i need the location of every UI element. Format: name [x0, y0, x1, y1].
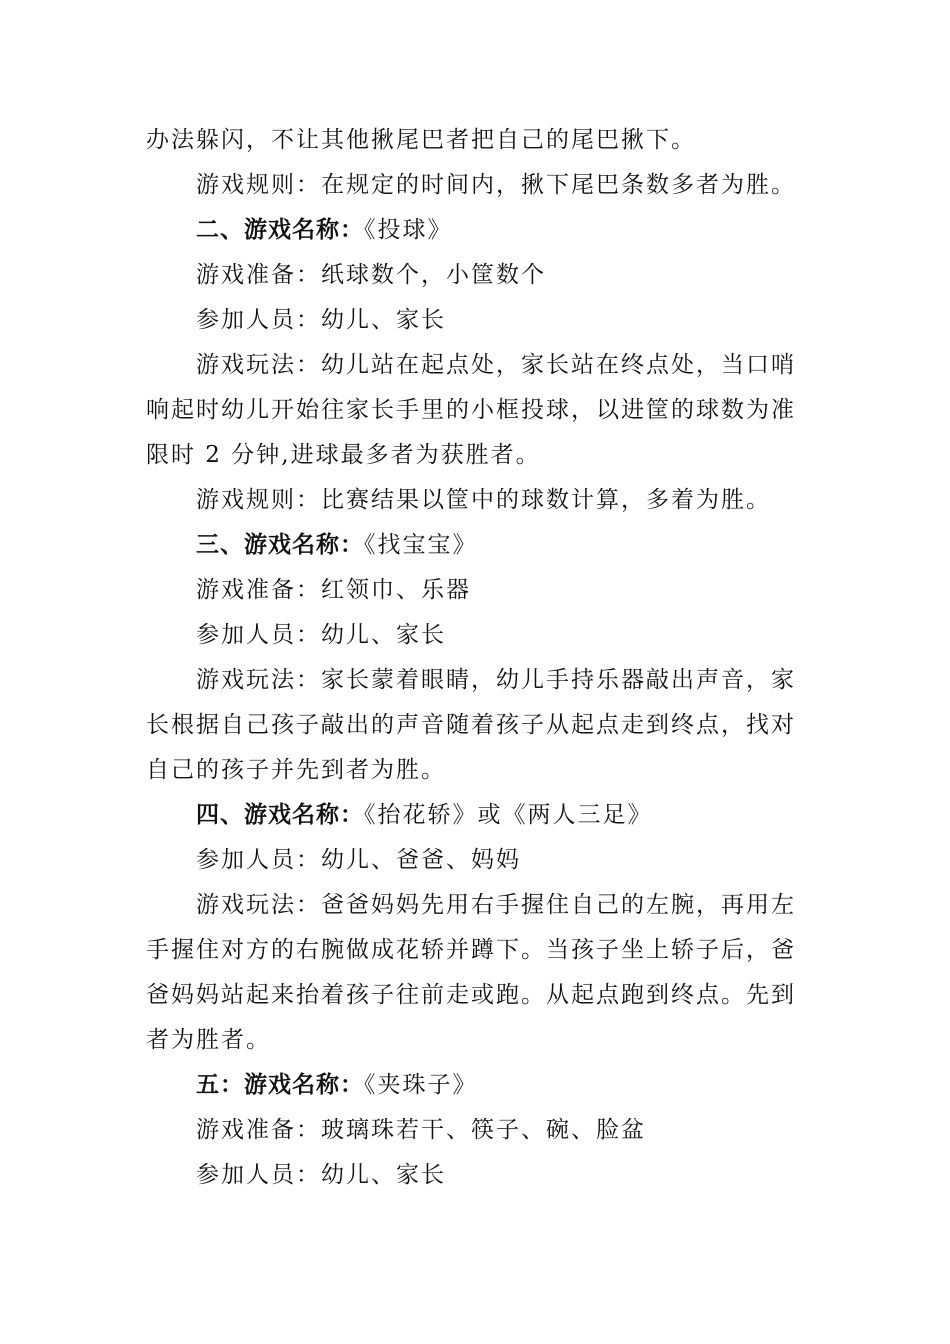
section-heading — [146, 523, 810, 568]
prep-line: 游戏准备：玻璃珠若干、筷子、碗、脸盆 — [196, 1117, 646, 1143]
section-heading — [146, 793, 810, 838]
game-title: 《找宝宝》 — [364, 532, 478, 558]
participants-line: 参加人员：幼儿、家长 — [196, 1162, 446, 1188]
document-body — [146, 118, 810, 1198]
paragraph-line: 响起时幼儿开始往家长手里的小框投球，以进筐的球数为准 — [146, 397, 796, 423]
section-heading-label: 四、游戏名称： — [196, 802, 364, 828]
rule-line: 游戏规则：比赛结果以筐中的球数计算，多着为胜。 — [196, 487, 771, 513]
game-title: 《夹珠子》 — [364, 1072, 478, 1098]
paragraph-line: 自己的孩子并先到者为胜。 — [146, 757, 446, 783]
participants-line: 参加人员：幼儿、家长 — [196, 307, 446, 333]
rule-line: 游戏规则：在规定的时间内，揪下尾巴条数多者为胜。 — [196, 172, 796, 198]
paragraph-line: 手握住对方的右腕做成花轿并蹲下。当孩子坐上轿子后，爸 — [146, 937, 796, 963]
participants-line: 参加人员：幼儿、爸爸、妈妈 — [196, 847, 521, 873]
game-title: 《抬花轿》或《两人三足》 — [364, 802, 653, 828]
game-title: 《投球》 — [364, 217, 453, 243]
prep-line: 游戏准备：纸球数个，小筐数个 — [196, 262, 546, 288]
paragraph-line: 爸妈妈站起来抬着孩子往前走或跑。从起点跑到终点。先到 — [146, 982, 796, 1008]
paragraph-line: 者为胜者。 — [146, 1027, 271, 1053]
section-heading — [146, 208, 810, 253]
section-heading — [146, 1063, 810, 1108]
section-heading-label: 二、游戏名称： — [196, 217, 364, 243]
gameplay-line: 游戏玩法：家长蒙着眼睛，幼儿手持乐器敲出声音，家 — [196, 667, 796, 693]
section-heading-label: 五：游戏名称： — [196, 1072, 364, 1098]
paragraph-line: 限时 2 分钟,进球最多者为获胜者。 — [146, 442, 541, 468]
participants-line: 参加人员：幼儿、家长 — [196, 622, 446, 648]
section-heading-label: 三、游戏名称： — [196, 532, 364, 558]
paragraph-line: 长根据自己孩子敲出的声音随着孩子从起点走到终点，找对 — [146, 712, 796, 738]
gameplay-line: 游戏玩法：爸爸妈妈先用右手握住自己的左腕，再用左 — [196, 892, 796, 918]
prep-line: 游戏准备：红领巾、乐器 — [196, 577, 471, 603]
paragraph-line: 办法躲闪，不让其他揪尾巴者把自己的尾巴揪下。 — [146, 127, 696, 153]
gameplay-line: 游戏玩法：幼儿站在起点处，家长站在终点处，当口哨 — [196, 352, 796, 378]
